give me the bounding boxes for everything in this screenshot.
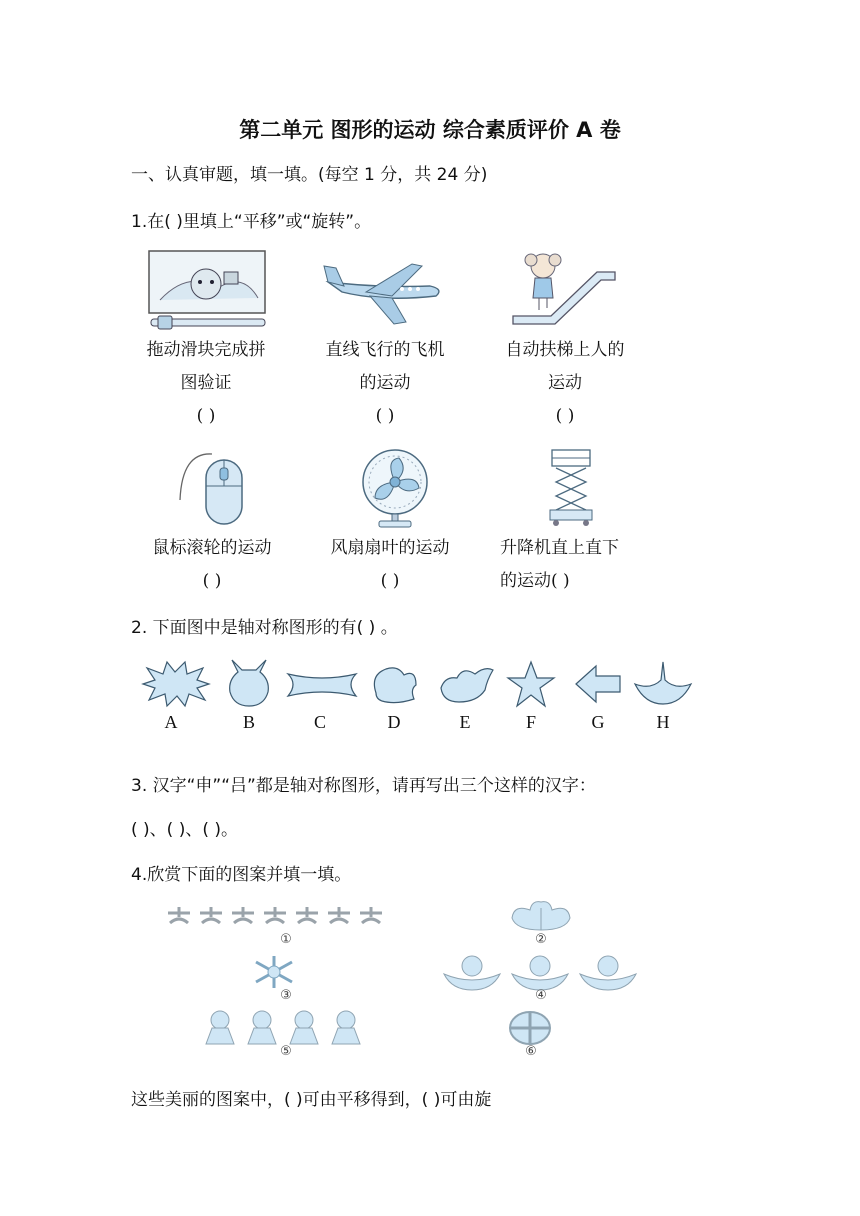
page-title: 第二单元 图形的运动 综合素质评价 A 卷 (239, 118, 621, 142)
shape-label: A (164, 712, 178, 732)
answer-blank[interactable]: ( ) (375, 406, 395, 426)
mouse-icon (172, 450, 248, 530)
pattern-label: ② (535, 932, 547, 947)
shape-g-arrow (574, 664, 622, 704)
pattern-label: ⑥ (525, 1044, 537, 1059)
shape-a-starburst (139, 660, 211, 708)
shape-b-medal (226, 658, 272, 708)
pattern-label: ④ (535, 988, 547, 1003)
section-heading: 一、认真审题，填一填。(每空 1 分，共 24 分) (131, 165, 488, 185)
answer-blank[interactable]: ( ) (555, 406, 575, 426)
shape-label: H (656, 712, 670, 732)
pattern-label: ① (280, 932, 292, 947)
pattern-label: ③ (280, 988, 292, 1003)
question-3: 3. 汉字“申”“吕”都是轴对称图形，请再写出三个这样的汉字： (131, 776, 596, 796)
answer-line[interactable]: 这些美丽的图案中，( )可由平移得到，( )可由旋 (131, 1090, 492, 1110)
escalator-icon (511, 250, 619, 328)
shape-f-star (506, 660, 556, 708)
caption-5: 风扇扇叶的运动 ( ) (310, 532, 470, 598)
question-2: 2. 下面图中是轴对称图形的有( ) 。 (131, 618, 398, 638)
pattern-5-dolls (200, 1010, 366, 1046)
shape-d-blob (370, 663, 420, 705)
pattern-label: ⑤ (280, 1044, 292, 1059)
question-1: 1.在( )里填上“平移”或“旋转”。 (131, 212, 372, 232)
shape-label: E (459, 712, 471, 732)
shape-label: D (387, 712, 401, 732)
shape-c-banner (286, 668, 358, 700)
fan-icon (355, 448, 435, 530)
shape-e-blob (437, 662, 497, 706)
pattern-1-border (164, 905, 390, 929)
answer-blanks[interactable]: ( )、( )、( )。 (131, 820, 239, 840)
slider-puzzle-icon (148, 250, 268, 330)
pattern-6-circle-cross (508, 1010, 552, 1046)
shape-label: B (242, 712, 255, 732)
scissor-lift-icon (546, 448, 596, 528)
caption-1: 拖动滑块完成拼 图验证 ( ) (126, 334, 286, 433)
shape-label: C (313, 712, 326, 732)
caption-3: 自动扶梯上人的 运动 ( ) (485, 334, 645, 433)
airplane-icon (322, 256, 444, 328)
caption-2: 直线飞行的飞机 的运动 ( ) (305, 334, 465, 433)
caption-6: 升降机直上直下 的运动( ) (500, 532, 660, 598)
shape-label: F (525, 712, 536, 732)
question-4: 4.欣赏下面的图案并填一填。 (131, 865, 352, 885)
answer-blank[interactable]: ( ) (202, 571, 222, 591)
pattern-4-fans (442, 956, 640, 992)
pattern-2-flower (506, 900, 576, 932)
answer-blank[interactable]: ( ) (196, 406, 216, 426)
pattern-3-snowflake (250, 954, 298, 990)
caption-4: 鼠标滚轮的运动 ( ) (132, 532, 292, 598)
answer-blank[interactable]: 的运动( ) (500, 571, 570, 591)
shape-h-crown (633, 660, 693, 708)
answer-blank[interactable]: ( ) (380, 571, 400, 591)
shape-label: G (591, 712, 605, 732)
